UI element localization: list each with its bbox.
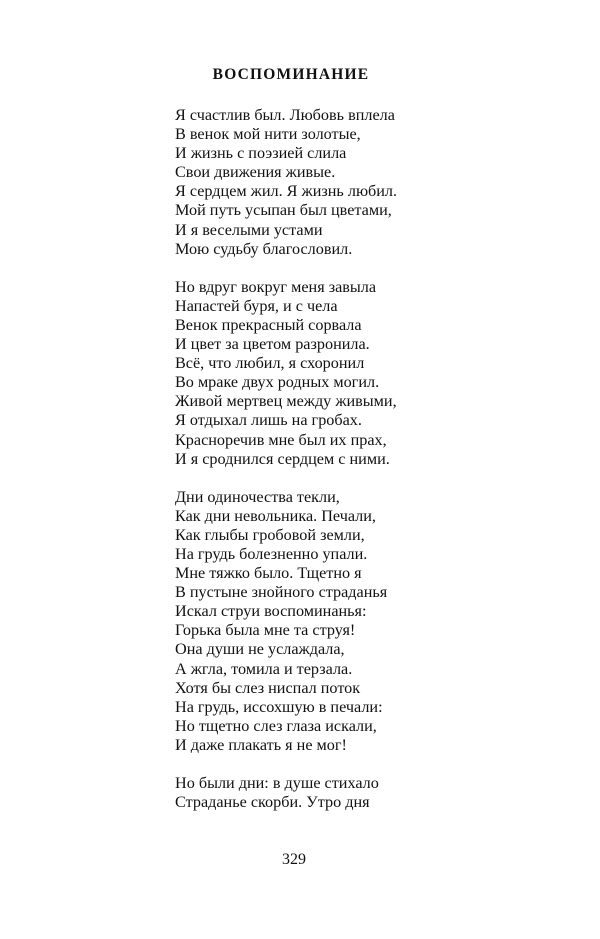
- poem-line: И я сроднился сердцем с ними.: [175, 449, 390, 468]
- poem-line: Мне тяжко было. Тщетно я: [175, 564, 362, 583]
- poem-line: Венок прекрасный сорвала: [175, 315, 362, 334]
- poem-line: Мой путь усыпан был цветами,: [175, 201, 392, 220]
- stanza: [175, 278, 595, 469]
- poem-line: В пустыне знойного страданья: [175, 583, 388, 602]
- poem-title: ВОСПОМИНАНИЕ: [212, 66, 370, 83]
- stanza: [175, 488, 595, 755]
- poem-line: А жгла, томила и терзала.: [175, 659, 353, 678]
- page-number: 329: [282, 851, 306, 868]
- poem-line: В венок мой нити золотые,: [175, 125, 361, 144]
- poem-line: На грудь, иссохшую в печали:: [175, 697, 383, 716]
- poem-line: Как глыбы гробовой земли,: [175, 525, 365, 544]
- poem-line: Во мраке двух родных могил.: [175, 373, 380, 392]
- stanza: [175, 774, 595, 812]
- poem-line: Красноречив мне был их прах,: [175, 430, 387, 449]
- poem-line: Но вдруг вокруг меня завыла: [175, 277, 377, 296]
- poem-line: Свои движения живые.: [175, 163, 336, 182]
- poem-line: И цвет за цветом разронила.: [175, 335, 370, 354]
- poem-line: Искал струи воспоминанья:: [175, 602, 367, 621]
- poem-line: Дни одиночества текли,: [175, 487, 340, 506]
- poem-line: Страданье скорби. Утро дня: [175, 793, 370, 812]
- poem-line: Хотя бы слез ниспал поток: [175, 678, 361, 697]
- poem-body: [175, 106, 595, 831]
- poem-line: Горька была мне та струя!: [175, 621, 356, 640]
- poem-line: Напастей буря, и с чела: [175, 296, 338, 315]
- poem-line: Я отдыхал лишь на гробах.: [175, 411, 362, 430]
- stanza: [175, 106, 595, 259]
- poem-line: И я веселыми устами: [175, 220, 323, 239]
- poem-line: Как дни невольника. Печали,: [175, 506, 376, 525]
- poem-line: Но тщетно слез глаза искали,: [175, 716, 377, 735]
- poem-line: И даже плакать я не мог!: [175, 735, 347, 754]
- poem-line: Живой мертвец между живыми,: [175, 392, 397, 411]
- poem-line: Мою судьбу благословил.: [175, 239, 353, 258]
- poem-line: Я сердцем жил. Я жизнь любил.: [175, 182, 398, 201]
- poem-line: И жизнь с поэзией слила: [175, 144, 347, 163]
- poem-line: Но были дни: в душе стихало: [175, 774, 379, 792]
- poem-line: Она души не услаждала,: [175, 640, 345, 659]
- poem-line: На грудь болезненно упали.: [175, 544, 368, 563]
- poem-line: Я счастлив был. Любовь вплела: [175, 106, 395, 124]
- poem-line: Всё, что любил, я схоронил: [175, 354, 365, 373]
